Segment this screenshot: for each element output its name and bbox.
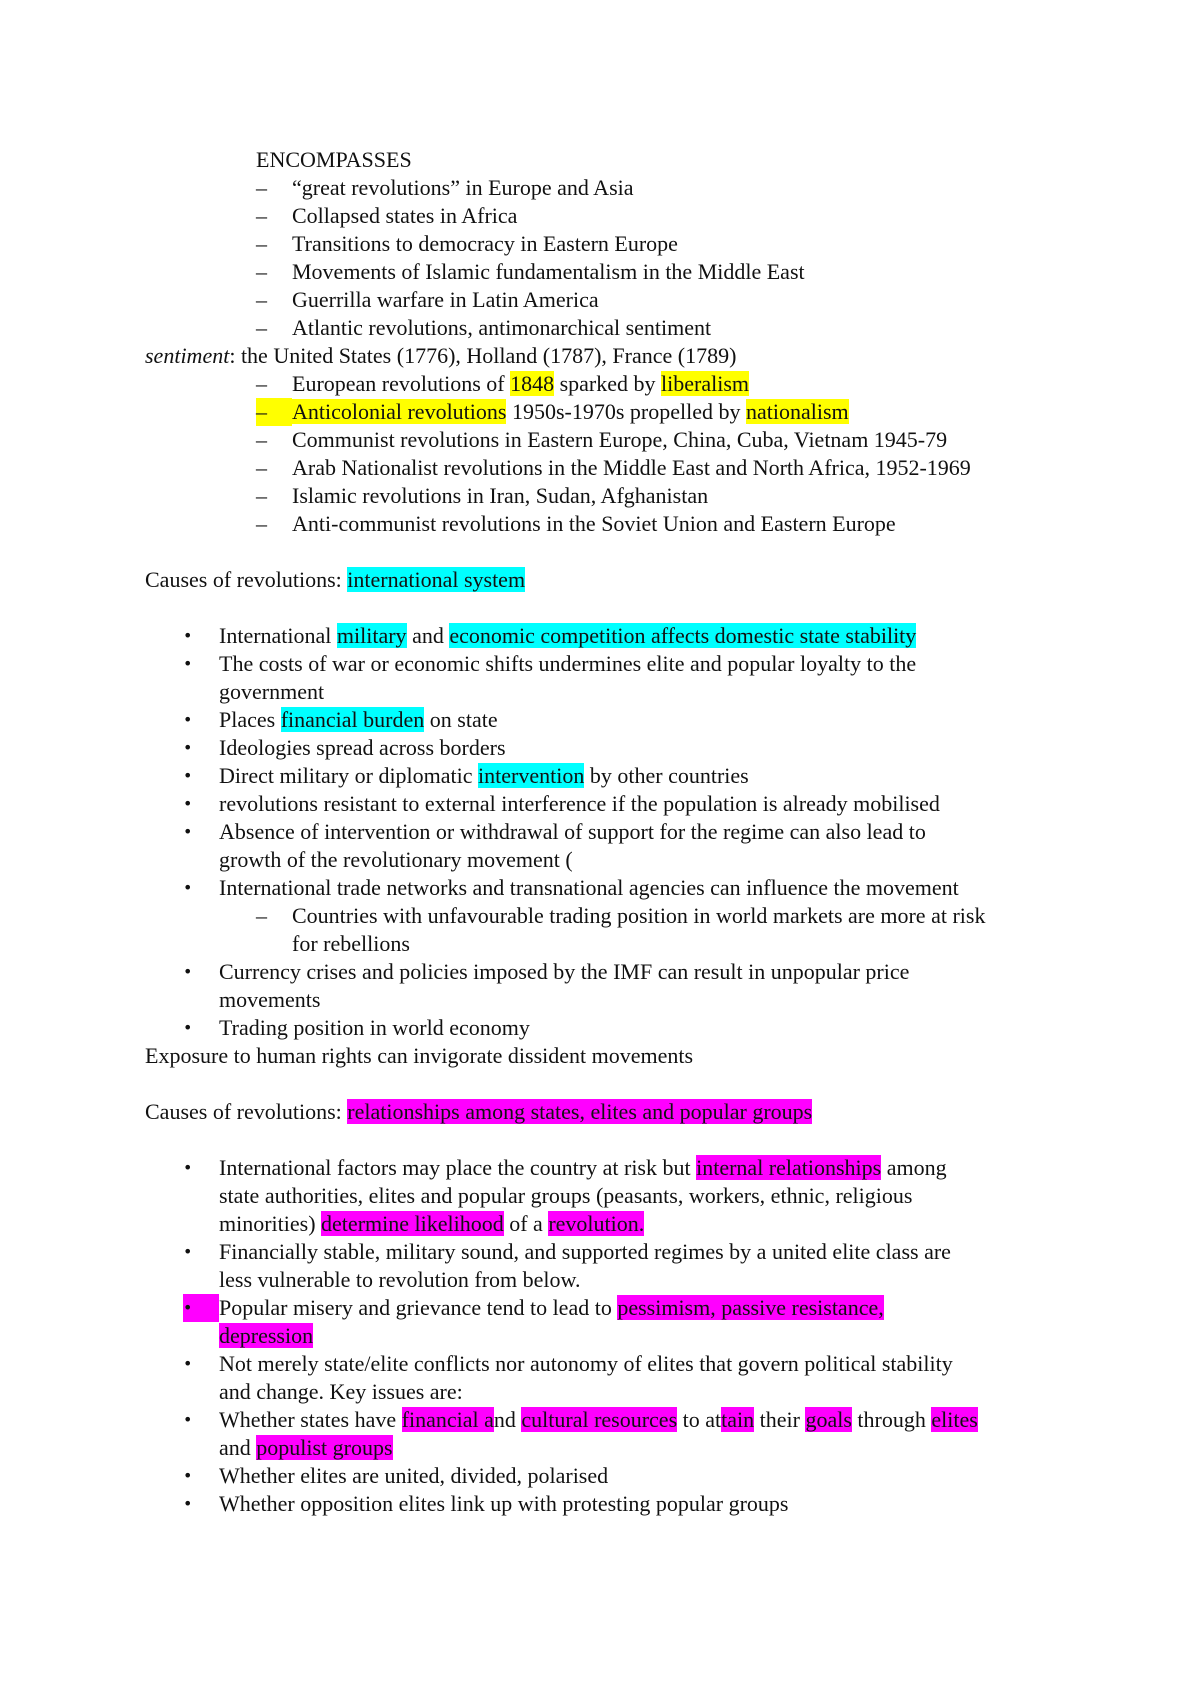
highlight-determine-likelihood: determine likelihood [321, 1211, 504, 1236]
list-item: • The costs of war or economic shifts undermines elite and popular loyalty to the [183, 651, 917, 676]
highlight-populist-groups: populist groups [256, 1435, 393, 1460]
list-item-continuation: less vulnerable to revolution from below. [219, 1267, 581, 1292]
list-item: • Ideologies spread across borders [183, 735, 506, 760]
list-item: – Guerrilla warfare in Latin America [256, 287, 599, 312]
highlight-relationships: relationships among states, elites and popular groups [347, 1099, 813, 1124]
sentiment-line: sentiment: the United States (1776), Holland (1787), France (1789) [145, 343, 737, 368]
highlight-1848: 1848 [510, 371, 555, 396]
list-item: – Islamic revolutions in Iran, Sudan, Afghanistan [256, 483, 709, 508]
list-item-continuation: minorities) determine likelihood of a revolution. [219, 1211, 645, 1236]
highlight-anticolonial: Anticolonial revolutions [292, 399, 507, 424]
highlight-financial: financial a [401, 1407, 494, 1432]
highlight-liberalism: liberalism [661, 371, 750, 396]
paragraph: Exposure to human rights can invigorate dissident movements [145, 1043, 694, 1068]
list-item: • Trading position in world economy [183, 1015, 530, 1040]
highlight-goals: goals [805, 1407, 852, 1432]
list-item: – Collapsed states in Africa [256, 203, 518, 228]
highlight-depression: depression [219, 1323, 314, 1348]
list-item: – Anticolonial revolutions 1950s-1970s propelled by nationalism [256, 399, 849, 424]
highlight-elites: elites [931, 1407, 978, 1432]
list-item: – Transitions to democracy in Eastern Europe [256, 231, 678, 256]
list-item-continuation [219, 1322, 313, 1350]
list-item: • Currency crises and policies imposed by the IMF can result in unpopular price [183, 959, 910, 984]
list-item: • Popular misery and grievance tend to lead to pessimism, passive resistance, [183, 1295, 884, 1320]
list-item: – “great revolutions” in Europe and Asia [256, 175, 634, 200]
list-item: • International military and economic competition affects domestic state stability [183, 623, 917, 648]
list-item-continuation: movements [219, 987, 321, 1012]
highlight-intervention: intervention [478, 763, 585, 788]
list-item: • Whether elites are united, divided, polarised [183, 1463, 609, 1488]
list-item: – Anti-communist revolutions in the Soviet Union and Eastern Europe [256, 511, 896, 536]
list-item: • Financially stable, military sound, and supported regimes by a united elite class are [183, 1239, 951, 1264]
list-item: – European revolutions of 1848 sparked by liberalism [256, 371, 750, 396]
highlight-nationalism: nationalism [746, 399, 849, 424]
encompasses-heading: ENCOMPASSES [256, 147, 412, 172]
list-item: • Places financial burden on state [183, 707, 498, 732]
list-item: • Direct military or diplomatic intervention by other countries [183, 763, 749, 788]
highlight-cultural-resources: cultural resources [521, 1407, 678, 1432]
highlight-revolution: revolution. [548, 1211, 645, 1236]
list-item: – Communist revolutions in Eastern Europe, China, Cuba, Vietnam 1945-79 [256, 427, 948, 452]
list-item: • International factors may place the country at risk but internal relationships among [183, 1155, 947, 1180]
list-item-continuation: and change. Key issues are: [219, 1379, 463, 1404]
list-item: • Absence of intervention or withdrawal of support for the regime can also lead to [183, 819, 926, 844]
list-item: • International trade networks and transnational agencies can influence the movement [183, 875, 959, 900]
list-item-continuation: government [219, 679, 325, 704]
list-item: – Movements of Islamic fundamentalism in the Middle East [256, 259, 805, 284]
sub-list-item-continuation: for rebellions [292, 931, 410, 956]
highlight-military: military [336, 623, 407, 648]
section-heading-relationships: Causes of revolutions: relationships among states, elites and popular groups [145, 1099, 813, 1124]
list-item: • Not merely state/elite conflicts nor autonomy of elites that govern political stability [183, 1351, 953, 1376]
sub-list-item: – Countries with unfavourable trading position in world markets are more at risk [256, 903, 986, 928]
list-item: – Arab Nationalist revolutions in the Middle East and North Africa, 1952-1969 [256, 455, 971, 480]
highlight-internal-relationships: internal relationships [696, 1155, 882, 1180]
highlight-tain: tain [721, 1407, 755, 1432]
list-item-continuation: state authorities, elites and popular groups (peasants, workers, ethnic, religious [219, 1183, 913, 1208]
list-item: • revolutions resistant to external interference if the population is already mobilised [183, 791, 940, 816]
highlight-pessimism: pessimism, passive resistance, [617, 1295, 884, 1320]
list-item: • Whether states have financial and cultural resources to attain their goals through elites [183, 1407, 978, 1432]
sentiment-label: sentiment [145, 343, 230, 368]
list-item: • Whether opposition elites link up with protesting popular groups [183, 1491, 789, 1516]
list-item-continuation: growth of the revolutionary movement ( [219, 847, 573, 872]
list-item: – Atlantic revolutions, antimonarchical sentiment [256, 315, 712, 340]
highlight-international-system: international system [347, 567, 526, 592]
list-item-continuation: and populist groups [219, 1435, 393, 1460]
highlight-financial-burden: financial burden [280, 707, 425, 732]
section-heading-international: Causes of revolutions: international system [145, 567, 526, 592]
highlight-economic-competition: economic competition affects domestic state stability [449, 623, 917, 648]
